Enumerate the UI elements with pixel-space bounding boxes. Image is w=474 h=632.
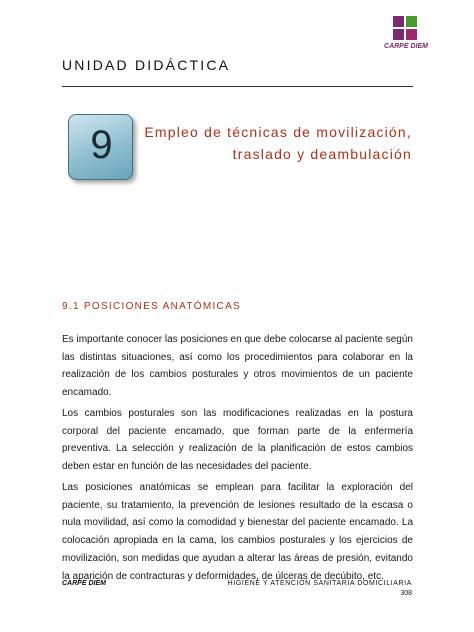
unit-title: UNIDAD DIDÁCTICA xyxy=(62,57,231,73)
publisher-logo xyxy=(383,16,429,58)
footer-brand: CARPE DIEM xyxy=(62,580,106,587)
page-number: 308 xyxy=(400,590,412,597)
logo-square xyxy=(393,29,404,40)
chapter-title xyxy=(132,121,412,165)
chapter-number: 9 xyxy=(90,123,113,167)
section-heading: 9.1 POSICIONES ANATÓMICAS xyxy=(62,301,242,312)
chapter-title-line: traslado y deambulación xyxy=(232,146,412,162)
body-paragraph: Es importante conocer las posiciones en que debe colocarse al paciente según las distintas situaciones, así como los procedimientos para colaborar en la realización de los cambios posturales y otros movimientos de un paciente encamado. xyxy=(62,334,413,399)
chapter-number-box xyxy=(68,114,133,180)
logo-square xyxy=(406,16,417,27)
chapter-title-line: Empleo de técnicas de movilización, xyxy=(144,124,412,140)
logo-squares-icon xyxy=(393,16,417,40)
footer-course-title: HIGIENE Y ATENCIÓN SANITARIA DOMICILIARIA xyxy=(227,580,412,587)
logo-text: CARPE DIEM xyxy=(384,43,428,50)
header-divider xyxy=(62,86,413,87)
logo-square xyxy=(393,16,404,27)
body-paragraph: Los cambios posturales son las modificaciones realizadas en la postura corporal del paciente encamado, que forman parte de la enfermería preventiva. La selección y realización de la planificación de estos cambios deben estar en función de las necesidades del paciente. xyxy=(62,408,413,473)
body-paragraph: Las posiciones anatómicas se emplean para facilitar la exploración del paciente, su tratamiento, la prevención de lesiones resultado de la escasa o nula movilidad, así como la comodidad y bienestar del paciente encamado. La colocación apropiada en la cama, los cambios posturales y los ejercicios de movilización, son medidas que ayudan a alterar las áreas de presión, evitando la aparición de contracturas y deformidades, de úlceras de decúbito, etc. xyxy=(62,482,413,582)
logo-square xyxy=(406,29,417,40)
